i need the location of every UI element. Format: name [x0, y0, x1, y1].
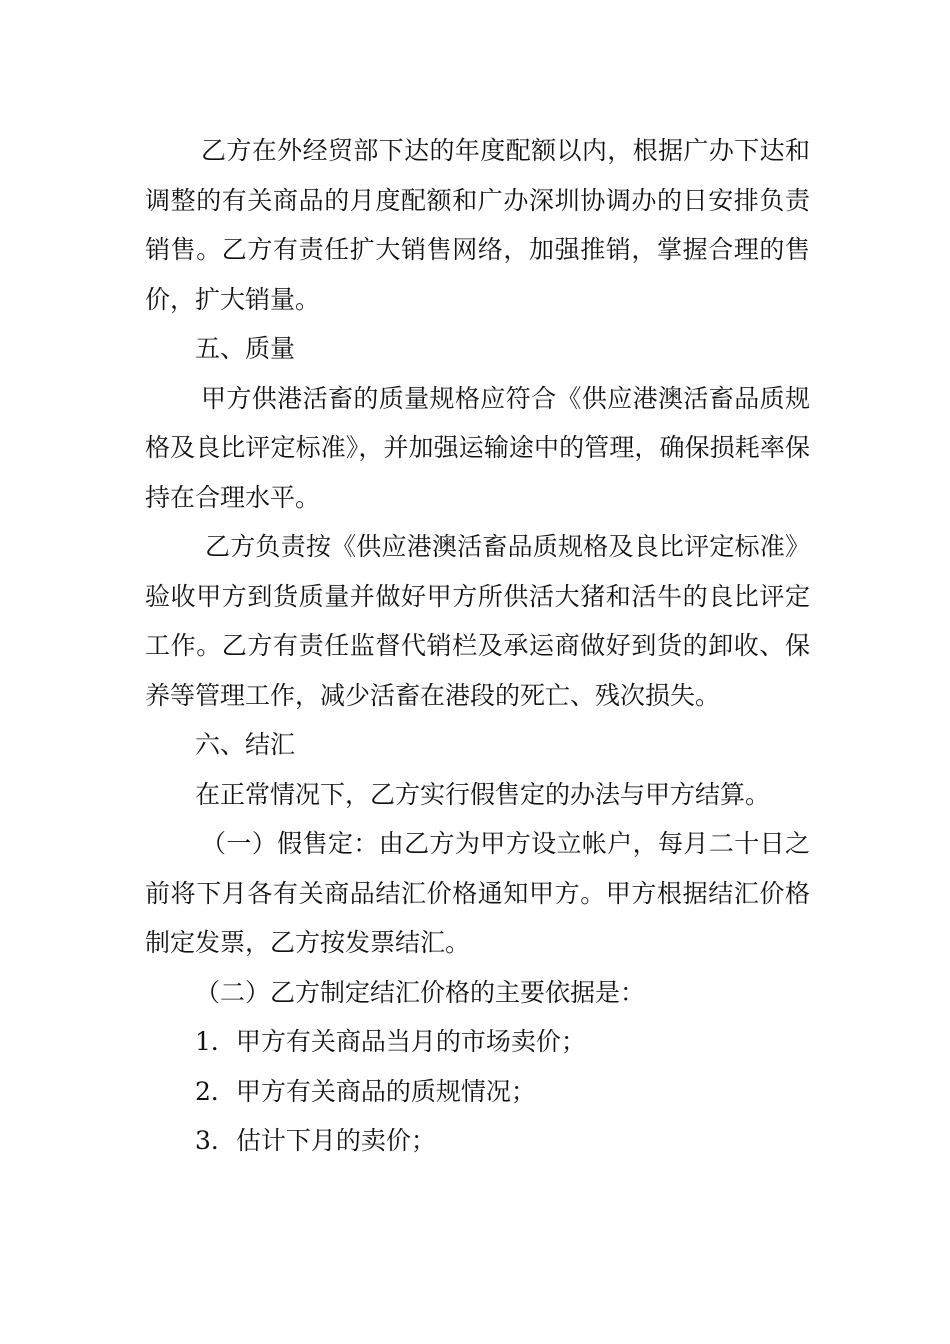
list-item-market-price: 1．甲方有关商品当月的市场卖价；	[195, 1027, 586, 1056]
paragraph-sales-responsibility: 乙方在外经贸部下达的年度配额以内，根据广办下达和调整的有关商品的月度配额和广办深圳协调办的日安排负责销售。乙方有责任扩大销售网络，加强推销，掌握合理的售价，扩大销量。	[145, 136, 810, 314]
paragraph-pricing-basis: （二）乙方制定结汇价格的主要依据是：	[195, 977, 646, 1007]
paragraph-quality-inspection: 乙方负责按《供应港澳活畜品质规格及良比评定标准》验收甲方到货质量并做好甲方所供活大猪和活牛的良比评定工作。乙方有责任监督代销栏及承运商做好到货的卸收、保养等管理工作，减少活畜在港段的死亡、残次损失。	[145, 532, 810, 710]
document-body	[145, 126, 810, 1166]
section-heading-quality: 五、质量	[195, 334, 296, 363]
paragraph-pseudo-sale: （一）假售定：由乙方为甲方设立帐户，每月二十日之前将下月各有关商品结汇价格通知甲方。甲方根据结汇价格制定发票，乙方按发票结汇。	[145, 829, 810, 957]
paragraph-quality-supplier: 甲方供港活畜的质量规格应符合《供应港澳活畜品质规格及良比评定标准》，并加强运输途中的管理，确保损耗率保持在合理水平。	[145, 383, 810, 512]
list-item-quality-status: 2．甲方有关商品的质规情况；	[195, 1076, 536, 1106]
section-heading-settlement: 六、结汇	[195, 730, 296, 759]
paragraph-settlement-method: 在正常情况下，乙方实行假售定的办法与甲方结算。	[195, 779, 771, 809]
list-item-estimated-price: 3．估计下月的卖价；	[195, 1126, 436, 1155]
